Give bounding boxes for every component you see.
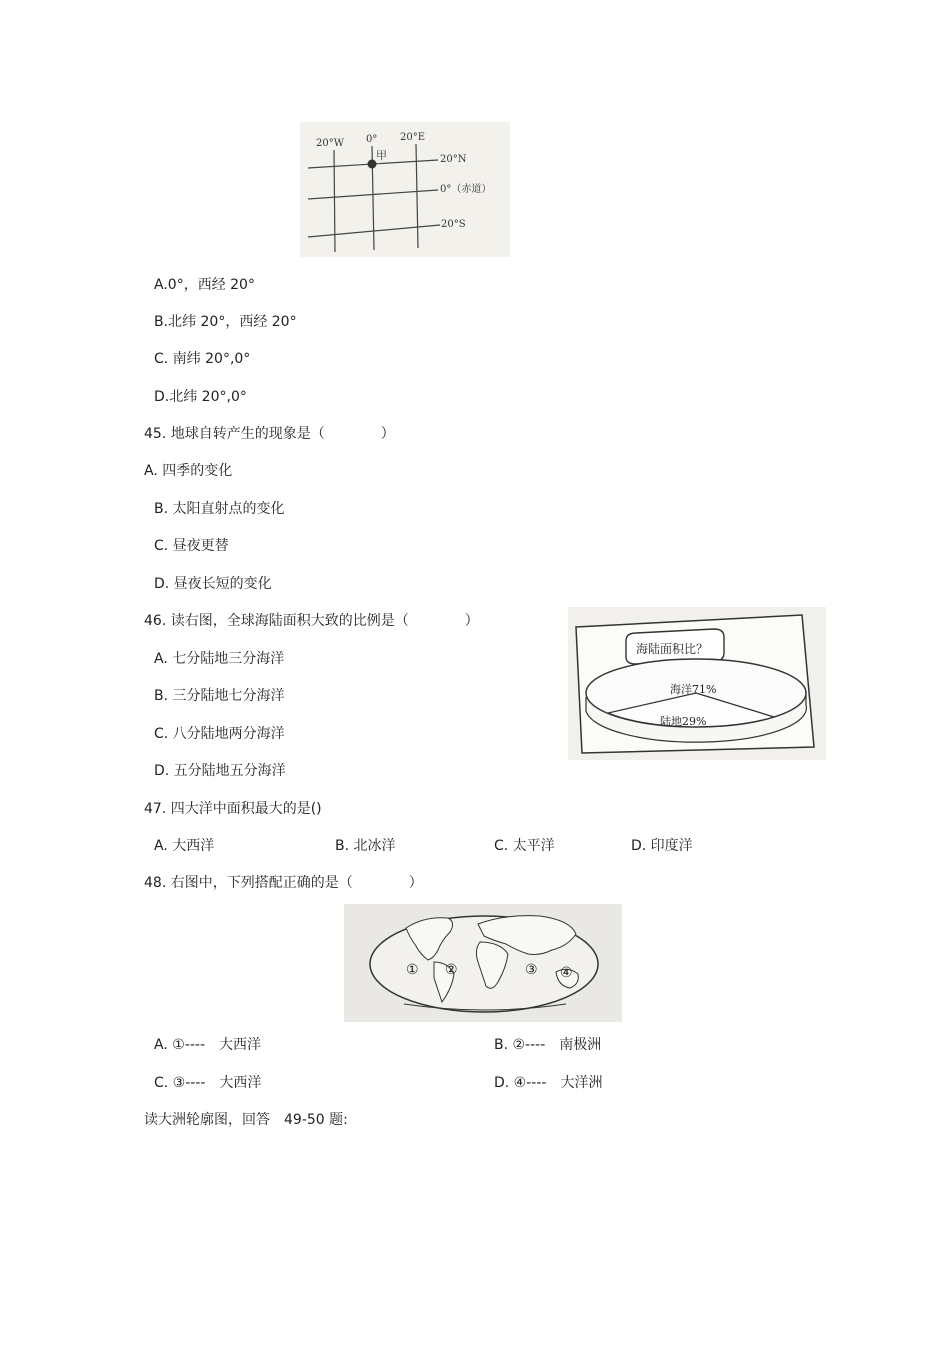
q46-option-c: C. 八分陆地两分海洋	[154, 726, 285, 742]
q48-option-b: B. ②---- 南极洲	[494, 1037, 602, 1053]
map-marker-1: ①	[406, 962, 419, 978]
q48-option-a: A. ①---- 大西洋	[154, 1037, 261, 1053]
land-label: 陆地29%	[660, 715, 707, 728]
sea-land-pie-svg	[568, 607, 826, 760]
lon-label-20w: 20°W	[316, 138, 345, 149]
q45-option-c: C. 昼夜更替	[154, 538, 229, 554]
lon-label-0: 0°	[366, 134, 378, 145]
q44-option-a: A.0°，西经 20°	[154, 277, 255, 293]
world-map-figure	[344, 904, 622, 1022]
lat-label-20s: 20°S	[441, 219, 466, 230]
q45-option-d: D. 昼夜长短的变化	[154, 576, 272, 592]
q48-option-d: D. ④---- 大洋洲	[494, 1075, 603, 1091]
q48-option-c: C. ③---- 大西洋	[154, 1075, 262, 1091]
map-marker-3: ③	[525, 962, 538, 978]
q47-stem: 47. 四大洋中面积最大的是()	[144, 801, 322, 817]
q44-option-b: B.北纬 20°，西经 20°	[154, 314, 297, 330]
world-map-svg	[344, 904, 622, 1022]
lon-label-20e: 20°E	[400, 132, 426, 143]
ocean-label: 海洋71%	[670, 683, 717, 696]
lat-label-20n: 20°N	[440, 154, 467, 165]
map-marker-2: ②	[445, 962, 458, 978]
q47-option-a: A. 大西洋	[154, 838, 215, 854]
q46-stem: 46. 读右图，全球海陆面积大致的比例是（ ）	[144, 613, 479, 629]
lat-label-equator: 0°（赤道）	[440, 184, 492, 195]
lat-lon-grid-figure	[300, 122, 510, 257]
point-jia-label: 甲	[376, 149, 387, 162]
continent-outline-instruction: 读大洲轮廓图，回答 49-50 题:	[144, 1112, 348, 1128]
q48-stem: 48. 右图中，下列搭配正确的是（ ）	[144, 875, 423, 891]
q44-option-c: C. 南纬 20°,0°	[154, 351, 251, 367]
q47-option-d: D. 印度洋	[631, 838, 693, 854]
q46-option-d: D. 五分陆地五分海洋	[154, 763, 286, 779]
q45-option-a: A. 四季的变化	[144, 463, 233, 479]
sea-land-pie-figure	[568, 607, 826, 760]
q44-option-d: D.北纬 20°,0°	[154, 389, 247, 405]
map-marker-4: ④	[560, 965, 573, 981]
q47-option-c: C. 太平洋	[494, 838, 555, 854]
q45-option-b: B. 太阳直射点的变化	[154, 501, 285, 517]
bubble-text: 海陆面积比？	[636, 642, 709, 656]
q45-stem: 45. 地球自转产生的现象是（ ）	[144, 426, 395, 442]
q46-option-b: B. 三分陆地七分海洋	[154, 688, 285, 704]
q47-option-b: B. 北冰洋	[335, 838, 396, 854]
lat-lon-grid-svg	[300, 122, 510, 257]
q46-option-a: A. 七分陆地三分海洋	[154, 651, 285, 667]
